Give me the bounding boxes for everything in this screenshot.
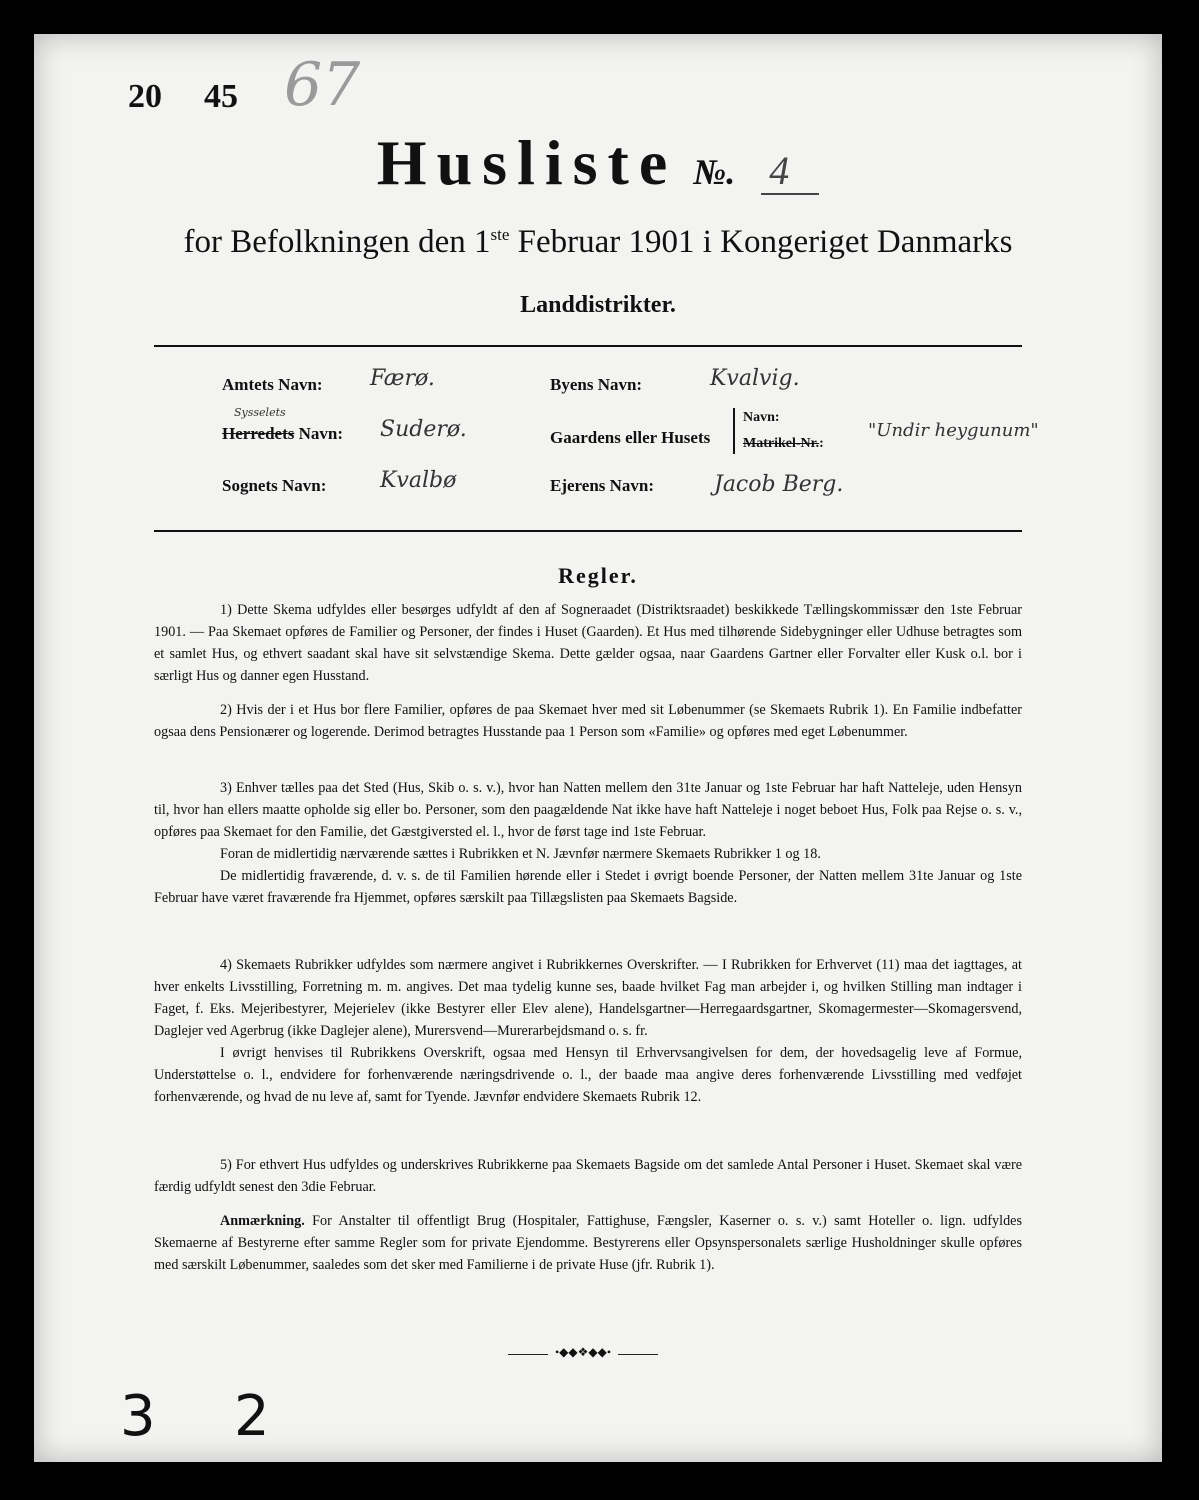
rule-1: [154, 599, 1022, 687]
district-type: Landdistrikter.: [520, 292, 676, 318]
amt-value: Færø.: [370, 366, 435, 391]
rule-5: [154, 1154, 1022, 1198]
matrikel-colon: :: [819, 436, 824, 451]
by-label: Byens Navn:: [550, 375, 643, 394]
rule-3: [154, 777, 1022, 909]
middle-rule: [154, 530, 1022, 532]
top-rule: [154, 345, 1022, 347]
house-number: 4: [761, 148, 819, 195]
sogn-label: Sognets Navn:: [222, 476, 327, 495]
rule-4a-text: 4) Skemaets Rubrikker udfyldes som nærmere angivet i Rubrikkernes Overskrifter. — I Rubrikken for Erhvervet (11) maa det iagttages, at hver enkelts Livsstilling, Forretning m. m. angives. Det maa tydelig kunne ses, baade hvilket Fag man arbejder i, og hvilken Stilling man indtager i Faget, f. Eks. Mejeribestyrer, Mejerielev (ikke Bestyrer eller Elev alene), Handelsgartner—Herregaardsgartner, Skomagermester—Skomagersvend, Daglejer ved Agerbrug (ikke Daglejer alene), Murersvend—Murerarbejdsmand o. s. fr.: [154, 957, 1022, 1039]
herred-struck: Herredets: [222, 424, 295, 443]
rule-4: [154, 954, 1022, 1108]
matrikel-label: [743, 436, 824, 452]
note: [154, 1210, 1022, 1276]
ornament-line-left: [508, 1354, 548, 1355]
note-label: Anmærkning.: [220, 1213, 305, 1229]
pencil-number: 67: [284, 50, 361, 120]
ejer-value: Jacob Berg.: [714, 472, 844, 497]
subtitle-pre: for Befolkningen den 1: [183, 224, 491, 260]
title-text: Husliste: [376, 127, 678, 198]
page-title: [34, 126, 1162, 200]
hand-number-1: 3: [120, 1384, 156, 1449]
form-number-2: 45: [204, 78, 238, 115]
subtitle-sup: ste: [490, 225, 510, 244]
by-value: Kvalvig.: [710, 366, 800, 391]
rule-3b-text: Foran de midlertidig nærværende sættes i Rubrikken et N. Jævnfør nærmere Skemaets Rubrikker 1 og 18.: [220, 846, 821, 862]
amt-label: Amtets Navn:: [222, 375, 323, 394]
hand-number-2: 2: [234, 1384, 270, 1449]
rule-5-text: 5) For ethvert Hus udfyldes og underskrives Rubrikkerne paa Skemaets Bagside om det samlede Antal Personer i Huset. Skemaet skal være færdig udfyldt senest den 3die Februar.: [154, 1157, 1022, 1195]
herred-value: Suderø.: [380, 417, 467, 442]
matrikel-struck: Matrikel-Nr.: [743, 436, 820, 451]
ejer-label: Ejerens Navn:: [550, 476, 655, 495]
note-text: For Anstalter til offentligt Brug (Hospitaler, Fattighuse, Fængsler, Kaserner o. s. v.) samt Hoteller o. lign. udfyldes Skemaerne af Bestyrerne efter samme Regler som for private Ejendomme. Bestyrerens eller Opsynspersonalets særlige Husholdninger skulle opføres med særskilt Løbenummer, saaledes som det sker med Familierne i de private Huse (jfr. Rubrik 1).: [154, 1213, 1022, 1273]
navn-label: Navn:: [743, 410, 780, 425]
rule-3a-text: 3) Enhver tælles paa det Sted (Hus, Skib o. s. v.), hvor han Natten mellem den 31te Januar og 1ste Februar har haft Natteleje, uden Hensyn til, hvor han ellers maatte opholde sig eller bo. Personer, som den paagældende Nat ikke have haft Natteleje i noget beboet Hus, Folk paa Rejse o. s. v., opføres paa Skemaet for den Familie, det Gæstgiversted el. l., hvor de først tage ind 1ste Februar.: [154, 780, 1022, 840]
ornament: •◆◆❖◆◆•: [554, 1345, 612, 1359]
bracket: [733, 408, 735, 454]
herred-above: Sysselets: [234, 406, 286, 419]
subtitle: [34, 224, 1162, 261]
rule-2-text: 2) Hvis der i et Hus bor flere Familier, opføres de paa Skemaet hver med sit Løbenummer (se Skemaets Rubrik 1). En Familie indbefatter ogsaa dens Pensionærer og logerende. Derimod betragtes Husstande paa 1 Person som «Familie» og opføres med eget Løbenummer.: [154, 702, 1022, 740]
form-number-1: 20: [128, 78, 162, 115]
number-sign: №.: [693, 152, 736, 192]
rule-3c-text: De midlertidig fraværende, d. v. s. de til Familien hørende eller i Stedet i øvrigt boende Personer, der Natten mellem 31te Januar og 1ste Februar have været fraværende fra Hjemmet, opføres særskilt paa Tillægslisten paa Skemaets Bagside.: [154, 868, 1022, 906]
census-form-page: [34, 34, 1162, 1462]
subtitle-post: Februar 1901 i Kongeriget Danmarks: [509, 224, 1013, 260]
rule-1-text: 1) Dette Skema udfyldes eller besørges udfyldt af den af Sogneraadet (Distriktsraadet) beskikkede Tællingskommissær den 1ste Februar 1901. — Paa Skemaet opføres de Familier og Personer, der findes i Huset (Gaarden). Et Hus med tilhørende Sidebygninger eller Udhuse betragtes som et samlet Hus, og ethvert saadant skal have sit selvstændige Skema. Dette gælder ogsaa, naar Gaardens Gartner eller Forvalter eller Kusk o.l. bor i særligt Hus og danner egen Husstand.: [154, 602, 1022, 684]
rule-4b-text: I øvrigt henvises til Rubrikkens Overskrift, ogsaa med Hensyn til Erhvervsangivelsen for dem, der hovedsagelig leve af Formue, Understøttelse o. l., endvidere for forhenværende næringsdrivende o. l., der baade maa angive deres forhenværende Livsstilling med vedføjet forhenværende, og hvad de nu leve af, samt for Tyende. Jævnfør endvidere Skemaets Rubrik 12.: [154, 1045, 1022, 1105]
regler-heading: Regler.: [558, 563, 638, 588]
herred-label-text: Navn:: [294, 424, 344, 443]
gaard-value: "Undir heygunum": [868, 420, 1039, 441]
rule-2: [154, 699, 1022, 743]
gaard-label: Gaardens eller Husets: [550, 428, 711, 447]
sogn-value: Kvalbø: [380, 468, 457, 493]
herred-label: [222, 424, 343, 444]
ornament-line-right: [618, 1354, 658, 1355]
